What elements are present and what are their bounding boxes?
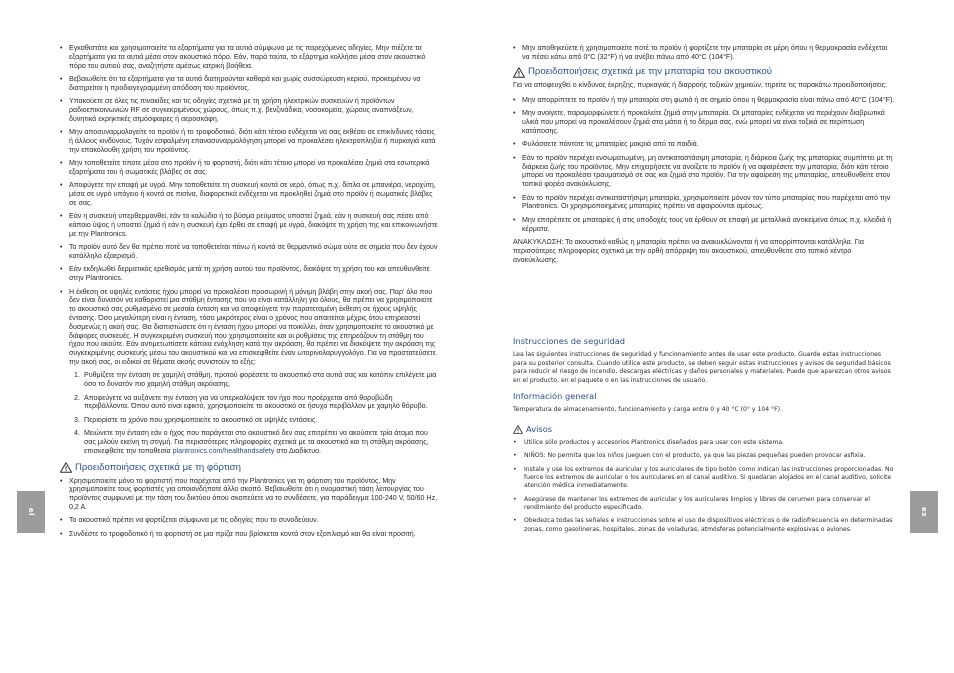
list-item: • Εγκαθιστάτε και χρησιμοποιείτε τα εξαρτήματα για τα αυτιά σύμφωνα με τις παρεχόμενες οδηγίες. Μην πιέζετε τα εξαρτήματα για τα αυτιά μέσα στον ακουστικό πόρο. Εάν, παρά ταύτα, το εξάρτημα κολλήσει μέσα στον ακουστικό πόρο του αυτιού σας, αναζητήστε αμέσως ιατρική βοήθεια.	[60, 44, 438, 70]
es-general-text: Temperatura de almacenamiento, funcionamiento y carga entre 0 y 40 °C (0° y 104 °F).	[513, 405, 782, 413]
language-tab-es	[910, 491, 938, 533]
list-item: • Instale y use los extremos de auricular y los auriculares de tipo botón como indican las instrucciones proporcionadas. No fuerce los extremos de auricular o los auriculares en el canal auditivo. Si quedaran alojados en el canal auditivo, solicite atención médica inmediatamente.	[513, 466, 896, 491]
es-warnings-list	[513, 439, 896, 534]
charging-bullet-list	[60, 477, 438, 539]
numbered-item	[74, 394, 438, 412]
battery-warnings-heading	[513, 66, 896, 78]
es-general-heading: Información general	[513, 390, 597, 401]
es-warnings-heading	[513, 424, 896, 435]
item-text: Αποφεύγετε να αυξάνετε την ένταση για να υπερκαλύψετε τον ήχο που προέρχεται από θορυβώδη περιβάλλοντα. Όπου αυτό είναι εφικτό, χρησιμοποιείτε το ακουστικό σε ήσυχο περιβάλλον με χαμηλό θόρυβο.	[84, 393, 428, 411]
item-text: Περιορίστε το χρόνο που χρησιμοποιείτε το ακουστικό σε υψηλές εντάσεις.	[84, 415, 318, 424]
battery-bullet-list	[513, 96, 896, 233]
item-text: Ρυθμίζετε την ένταση σε χαμηλή στάθμη, προτού φορέσετε το ακουστικό στα αυτιά σας και κατόπιν επιλέγετε μια όσο το δυνατόν πιο χαμηλή στάθμη ακρόασης.	[84, 371, 437, 389]
list-item: • Υπακούετε σε όλες τις πινακίδες και τις οδηγίες σχετικά με τη χρήση ηλεκτρικών συσκευών ή προϊόντων ραδιοεπικοινωνιών RF σε συγκεκριμένους χώρους, όπως π.χ. βενζινάδικα, νοσοκομεία, χώρους αναπνάξεων, δυνητικά εκρηκτικές ατμόσφαιρες ή αεροσκάφη.	[60, 97, 438, 123]
recycling-note: ΑΝΑΚΥΚΛΩΣΗ: Το ακουστικό καθώς η μπαταρία πρέπει να ανακυκλώνονται ή να απορρίπτονται κατάλληλα. Για περισσότερες πληροφορίες σχετικά με την ορθή απόρριψη του ακουστικού, απευθυνθείτε στο τοπικό κέντρο ανακύκλωσης.	[513, 237, 864, 264]
list-item: • NIÑOS: No permita que los niños jueguen con el producto, ya que las piezas pequeñas pueden provocar asfixia.	[513, 452, 896, 460]
item-number: 2.	[74, 393, 80, 402]
numbered-item	[74, 371, 438, 389]
numbered-item	[74, 429, 438, 455]
list-item: • Μην απορρίπτετε το προϊόν ή την μπαταρία στη φωτιά ή σε σημείο όπου η θερμοκρασία είναι πάνω από 40°C (104°F).	[513, 96, 896, 105]
heading-text: Προειδοποιήσεις σχετικά με την μπαταρία του ακουστικού	[528, 66, 773, 78]
safety-bullet-list	[60, 44, 438, 367]
list-item: • Obedezca todas las señales e instrucciones sobre el uso de dispositivos eléctricos o de radiofrecuencia en determinadas zonas, como gasolineras, hospitales, zonas de voladuras, atmósferas potencialmente explosivas o aviones.	[513, 517, 896, 534]
list-item: • Συνδέστε το τροφοδοτικό ή το φορτιστή σε μια πρίζα που βρίσκεται κοντά στον εξοπλισμό και θα είναι προσιτή.	[60, 530, 438, 539]
spanish-section	[513, 336, 896, 534]
charging-warnings-heading	[60, 462, 438, 474]
right-page-column	[513, 44, 896, 539]
list-item: • Μην ανοίγετε, παραμορφώνετε ή προκαλείτε ζημιά στην μπαταρία. Οι μπαταρίες ενδέχεται να περιέχουν διαβρωτικά υλικά που μπορεί να προκαλέσουν ζημιά στα μάτια ή το δέρμα σας, ενώ μπορεί να είναι τοξικά σε περίπτωση κατάποσης.	[513, 109, 896, 135]
item-text: στο Διαδίκτυο.	[274, 446, 322, 455]
list-item: • Το προϊόν αυτό δεν θα πρέπει ποτέ να τοποθετείται πάνω ή κοντά σε θερμαντικό σώμα ούτε σε σημεία που δεν έχουν κατάλληλο εξαερισμό.	[60, 243, 438, 261]
list-item: • Εάν το προϊόν περιέχει αντικαταστήσιμη μπαταρία, χρησιμοποιείτε μόνον τον τύπο μπαταρίας που παρέχεται από την Plantronics. Οι χρησιμοποιημένες μπαταρίες πρέπει να αφαιρούνται αμέσως.	[513, 194, 896, 212]
warning-triangle-icon	[513, 425, 523, 434]
list-item: • Η έκθεση σε υψηλές εντάσεις ήχου μπορεί να προκαλέσει προσωρινή ή μόνιμη βλάβη στην ακοή σας. Παρ' όλο που δεν είναι δυνατόν να καθοριστεί μια στάθμη έντασης που να είναι κατάλληλη για όλους, θα πρέπει να χρησιμοποιείτε το ακουστικό σας ρυθμισμένο σε μεσαία ένταση και να αποφεύγετε την παρατεταμένη έκθεση σε ήχους υψηλής έντασης. Όσο μεγαλύτερη είναι η ένταση, τόσο μικρότερος είναι ο χρόνος που απαιτείται μέχρις ότου επηρεαστεί δυσμενώς η ακοή σας. Θα διαπιστώσετε ότι η ένταση ήχου μπορεί να ποικίλλει, όταν χρησιμοποιείτε το ακουστικό με διάφορες συσκευές. Η συγκεκριμένη συσκευή που χρησιμοποιείτε και οι ρυθμίσεις της επηρεάζουν τη στάθμη του ήχου που ακούτε. Εάν αντιμετωπίσετε κάποια ενόχληση κατά την ακρόαση, θα πρέπει να διακόψετε την ακρόαση της συγκεκριμένης συσκευής μέσω του ακουστικού και να επισκεφθείτε έναν ωτορινολαρυγγολόγο. Για να προστατεύσετε την ακοή σας, οι ειδικοί σε θέματα ακοής συνιστούν τα εξής:	[60, 288, 438, 367]
list-item: • Βεβαιωθείτε ότι τα εξαρτήματα για τα αυτιά διατηρούνται καθαρά και χωρίς συσσώρευση κεριού, προκειμένου να διατηρείται η προδιαγεγραμμένη απόδοση του προϊόντος.	[60, 75, 438, 93]
list-item: • Εάν η συσκευή υπερθερμανθεί, εάν το καλώδιο ή το βύσμα ρεύματος υποστεί ζημιά, εάν η συσκευή σας πέσει από κάποιο ύψος ή υποστεί ζημιά ή εάν η συσκευή έχει έρθει σε επαφή με υγρά, διακόψτε τη χρήση της και επικοινωνήστε με την Plantronics.	[60, 212, 438, 238]
item-text: Μειώνετε την ένταση εάν ο ήχος που παράγεται στο ακουστικό δεν σας επιτρέπει να ακούσετε τρία άτομα που σας μιλούν εκείνη τη στιγμή. Για περισσότερες πληροφορίες σχετικά με τα ακουστικά και τη στάθμη ακρόασης, επισκεφθείτε την τοποθεσία	[84, 429, 429, 455]
tab-label: el	[26, 507, 35, 517]
list-item: • Φυλάσσετε πάντοτε τις μπαταρίες μακριά από τα παιδιά.	[513, 140, 896, 149]
list-item: • Μην επιτρέπετε σε μπαταρίες ή στις υποδοχές τους να έρθουν σε επαφή με μεταλλικά αντικείμενα όπως π.χ. κλειδιά ή κέρματα.	[513, 216, 896, 234]
item-number: 4.	[74, 429, 80, 438]
es-safety-text: Lea las siguientes instrucciones de seguridad y funcionamiento antes de usar este producto. Guarde estas instrucciones para su posterior consulta. Cuando utilice este producto, se deben seguir estas instrucciones y avisos de seguridad básicos para reducir el riesgo de incendio, descargas eléctricas y daños personales y materiales. Puede que aparezcan otros avisos en el producto, en el paquete o en las instrucciones de usuario.	[513, 351, 891, 385]
list-item: • Εάν εκδηλωθεί δερματικός ερεθισμός μετά τη χρήση αυτού του προϊόντος, διακόψτε τη χρήση του και απευθυνθείτε στην Plantronics.	[60, 265, 438, 283]
hearing-numbered-list	[74, 371, 438, 455]
heading-text: Προειδοποιήσεις σχετικά με τη φόρτιση	[75, 461, 241, 473]
list-item: • Εάν το προϊόν περιέχει ενσωματωμένη, μη αντικαταστάσιμη μπαταρία, η διάρκεια ζωής της μπαταρίας συμπίπτει με τη διάρκεια ζωής του προϊόντος. Μην επιχειρήσετε να ανοίξετε το προϊόν ή να αφαιρέσετε την μπαταρία, διότι κάτι τέτοιο μπορεί να προκαλέσει τραυματισμό σε σας και ζημιά στο προϊόν. Για την αφαίρεση της μπαταρίας, απευθυνθείτε στον τοπικό φορέα ανακύκλωσης.	[513, 154, 896, 189]
item-number: 1.	[74, 371, 80, 380]
list-item: • Asegúrese de mantener los extremos de auricular y los auriculares limpios y libres de cerumen para conservar el rendimiento del producto especificado.	[513, 496, 896, 513]
numbered-item	[74, 416, 438, 425]
battery-intro: Για να αποφευχθεί ο κίνδυνος έκρηξης, πυρκαγιάς ή διαρροής τοξικών χημικών, τηρείτε τις παρακάτω προειδοποιήσεις:	[513, 81, 888, 90]
list-item: • Αποφύγετε την επαφή με υγρά. Μην τοποθετείτε τη συσκευή κοντά σε νερό, όπως π.χ. δίπλα σε μπανιέρα, νεροχύτη, μέσα σε υγρό υπόγειο ή κοντά σε πισίνα, διαφορετικά ενδέχεται να προκληθεί ζημιά στο προϊόν ή σωματικές βλάβες σε σας.	[60, 181, 438, 207]
list-item: • Μην αποσυναρμολογείτε το προϊόν ή το τροφοδοτικό, διότι κάτι τέτοιο ενδέχεται να σας εκθέσει σε επικίνδυνες τάσεις ή άλλους κινδύνους. Τυχόν εσφαλμένη επανασυναρμολόγηση μπορεί να προκαλέσει ηλεκτροπληξία ή πυρκαγιά κατά την επακόλουθη χρήση του προϊόντος.	[60, 128, 438, 154]
heading-text: Avisos	[526, 424, 553, 435]
storage-bullet-list	[513, 44, 896, 62]
warning-triangle-icon	[513, 67, 525, 78]
list-item: • Utilice sólo productos y accesorios Plantronics diseñados para usar con este sistema.	[513, 439, 896, 447]
list-item: • Μην τοποθετείτε τίποτε μέσα στο προϊόν ή το φορτιστή, διότι κάτι τέτοιο μπορεί να προκαλέσει ζημιά στα εσωτερικά εξαρτήματα του ή σωματικές βλάβες σε σας.	[60, 159, 438, 177]
item-number: 3.	[74, 415, 80, 424]
list-item: • Μην αποθηκεύετε ή χρησιμοποιείτε ποτέ το προϊόν ή φορτίζετε την μπαταρία σε μέρη όπου η θερμοκρασία ενδέχεται να πέσει κάτω από 0°C (32°F) ή να ανέβει πάνω από 40°C (104°F).	[513, 44, 896, 62]
language-tab-el	[17, 491, 45, 533]
list-item: • Χρησιμοποιείτε μόνο το φορτιστή που παρέχεται από την Plantronics για τη φόρτιση του προϊόντος. Μην χρησιμοποιείτε τους φορτιστές για οποιονδήποτε άλλο σκοπό. Βεβαιωθείτε ότι η ονομαστική τάση λειτουργίας του προϊόντος συμφωνεί με την τάση του δικτύου όπου σκοπεύετε να το συνδέσετε, για παράδειγμα 100-240 V, 50/60 Hz, 0,2 A.	[60, 477, 438, 512]
healthandsafety-link[interactable]: plantronics.com/healthandsafety	[172, 446, 275, 455]
left-page-column	[60, 44, 438, 543]
section-spacer	[513, 270, 896, 336]
es-safety-heading: Instrucciones de seguridad	[513, 336, 626, 347]
tab-label: es	[920, 506, 928, 518]
warning-triangle-icon	[60, 462, 72, 473]
list-item: • Το ακουστικό πρέπει να φορτίζεται σύμφωνα με τις οδηγίες που το συνοδεύουν.	[60, 516, 438, 525]
